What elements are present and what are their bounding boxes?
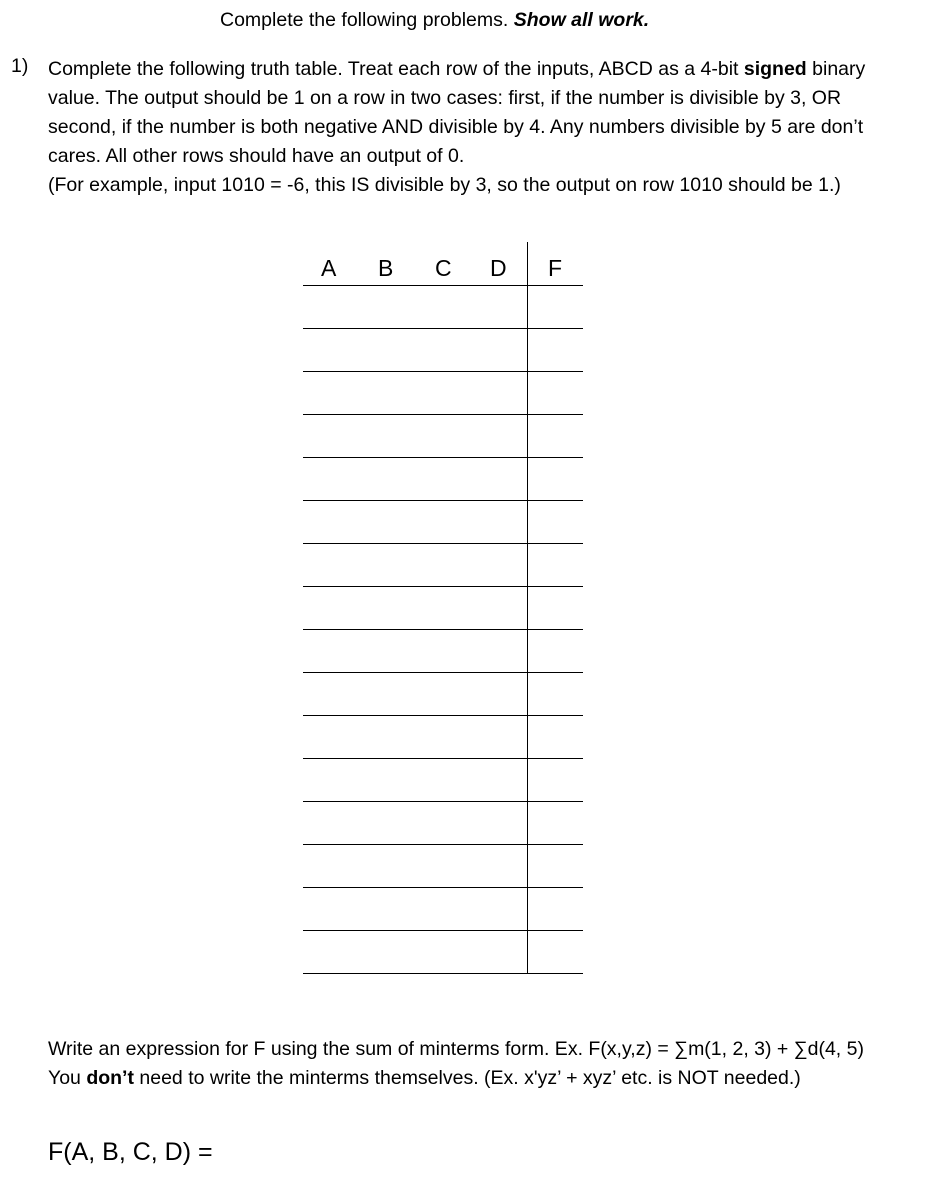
problem-line-1 bbox=[48, 55, 918, 84]
table-row-line bbox=[303, 328, 583, 329]
problem-number: 1) bbox=[11, 55, 29, 77]
table-row-line bbox=[303, 758, 583, 759]
answer-label: F(A, B, C, D) = bbox=[48, 1138, 213, 1166]
table-row-line bbox=[303, 500, 583, 501]
column-header-c: C bbox=[435, 255, 452, 281]
expression-line-1: Write an expression for F using the sum of minterms form. Ex. F(x,y,z) = ∑m(1, 2, 3) + ∑d(4, 5) bbox=[48, 1038, 864, 1060]
table-row-line bbox=[303, 457, 583, 458]
table-row-line bbox=[303, 887, 583, 888]
column-header-a: A bbox=[321, 255, 337, 281]
column-header-f: F bbox=[548, 255, 563, 281]
table-row-line bbox=[303, 801, 583, 802]
table-row-line bbox=[303, 672, 583, 673]
problem-1-text bbox=[48, 55, 918, 200]
table-row-line bbox=[303, 543, 583, 544]
column-header-b: B bbox=[378, 255, 394, 281]
table-row-line bbox=[303, 973, 583, 974]
expression-line-2-tail: need to write the minterms themselves. (Ex. x'yz’ + xyz’ etc. is NOT needed.) bbox=[133, 1067, 801, 1089]
expression-line-2-start: You bbox=[48, 1067, 87, 1089]
output-column-divider bbox=[527, 242, 528, 974]
page-header bbox=[220, 9, 649, 32]
signed-keyword: signed bbox=[743, 58, 807, 80]
expression-instructions bbox=[48, 1035, 864, 1093]
problem-line-4: cares. All other rows should have an output of 0. bbox=[48, 145, 465, 167]
table-row-line bbox=[303, 414, 583, 415]
expression-line-2 bbox=[48, 1064, 864, 1093]
problem-line-2: value. The output should be 1 on a row in two cases: first, if the number is divisible by 3, OR bbox=[48, 87, 842, 109]
problem-line-3: second, if the number is both negative AND divisible by 4. Any numbers divisible by 5 are don’t bbox=[48, 116, 864, 138]
dont-keyword: don’t bbox=[86, 1067, 134, 1089]
table-row-line bbox=[303, 629, 583, 630]
header-underline bbox=[303, 285, 583, 286]
column-header-d: D bbox=[490, 255, 507, 281]
problem-line-1-tail: binary bbox=[806, 58, 866, 80]
table-row-line bbox=[303, 371, 583, 372]
table-row-line bbox=[303, 930, 583, 931]
table-row-line bbox=[303, 715, 583, 716]
header-emphasis: Show all work. bbox=[513, 9, 650, 31]
problem-line-1-text: Complete the following truth table. Treat each row of the inputs, ABCD as a 4-bit bbox=[48, 58, 744, 80]
table-row-line bbox=[303, 844, 583, 845]
table-row-line bbox=[303, 586, 583, 587]
problem-line-5: (For example, input 1010 = -6, this IS divisible by 3, so the output on row 1010 should be 1.) bbox=[48, 174, 841, 196]
header-instruction: Complete the following problems. bbox=[220, 9, 514, 31]
